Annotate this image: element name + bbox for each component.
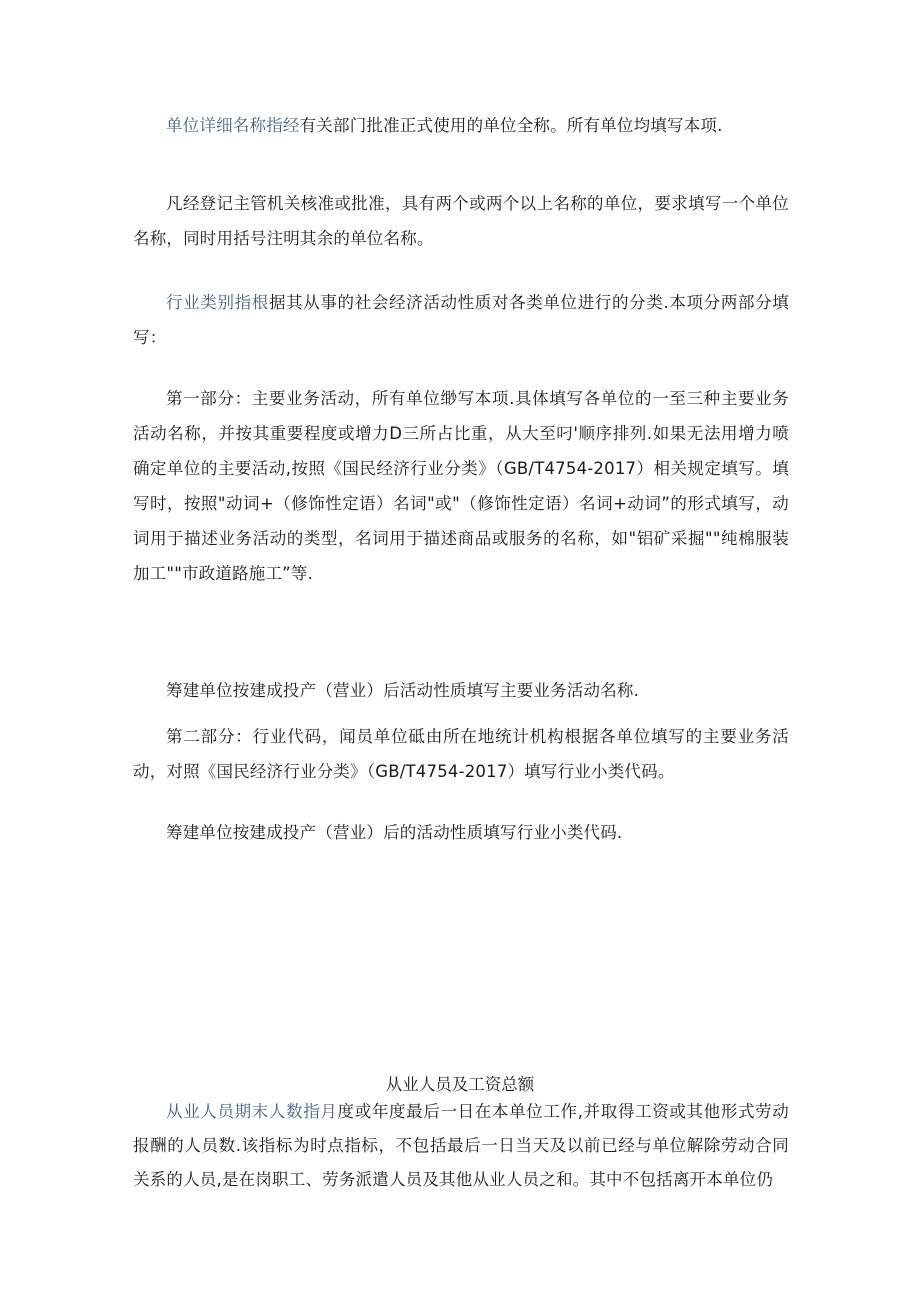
- paragraph-part-one: [133, 381, 789, 591]
- paragraph-industry-category: [133, 285, 789, 355]
- section-title: 从业人员及工资总额: [385, 1075, 535, 1094]
- term-unit-name: 单位详细名称指经: [166, 116, 300, 135]
- paragraph-preparation-code: [133, 815, 789, 850]
- paragraph-part-two: [133, 719, 789, 789]
- paragraph-preparation-activity-text: 筹建单位按建成投产（营业）后活动性质填写主要业务活动名称.: [166, 681, 640, 700]
- paragraph-multiple-names-text: 凡经登记主管机关核准或批准，具有两个或两个以上名称的单位，要求填写一个单位名称，同时用括号注明其余的单位名称。: [133, 194, 789, 248]
- paragraph-part-one-text: 第一部分：主要业务活动，所有单位缈写本项.具体填写各单位的一至三种主要业务活动名称，并按其重要程度或增力D三所占比重，从大至叼'顺序排列.如果无法用增力喷确定单位的主要活动,按照《国民经济行业分类》（GB/T4754-2017）相关规定填写。填写时，按照"动词+（修饰性定语）名词"或"（修饰性定语）名词+动词”的形式填写，动词用于描述业务活动的类型，名词用于描述商品或服务的名称，如"铝矿采掘""纯棉服装加工""市政道路施工”等.: [133, 389, 789, 583]
- paragraph-industry-category-text: 据其从事的社会经济活动性质对各类单位进行的分类.本项分两部分填写：: [133, 293, 790, 347]
- paragraph-unit-name: [133, 108, 789, 143]
- paragraph-employee-count-text: 度或年度最后一日在本单位工作,并取得工资或其他形式劳动报酬的人员数.该指标为时点指标，不包括最后一日当天及以前已经与单位解除劳动合同关系的人员,是在岗职工、劳务派遣人员及其他从业人员之和。其中不包括离开本单位仍: [133, 1102, 789, 1189]
- paragraph-unit-name-text: 有关部门批准正式使用的单位全称。所有单位均填写本项.: [299, 116, 723, 135]
- paragraph-multiple-names: [133, 186, 789, 256]
- term-industry-category: 行业类别指根: [166, 293, 269, 312]
- term-employee-count: 从业人员期末人数指月: [166, 1102, 338, 1121]
- paragraph-preparation-code-text: 筹建单位按建成投产（营业）后的活动性质填写行业小类代码.: [166, 823, 623, 842]
- paragraph-part-two-text: 第二部分：行业代码，闻员单位砥由所在地统计机构根据各单位填写的主要业务活动，对照《国民经济行业分类》（GB/T4754-2017）填写行业小类代码。: [133, 727, 789, 781]
- paragraph-employee-count: [133, 1095, 789, 1197]
- paragraph-preparation-activity: [133, 673, 789, 708]
